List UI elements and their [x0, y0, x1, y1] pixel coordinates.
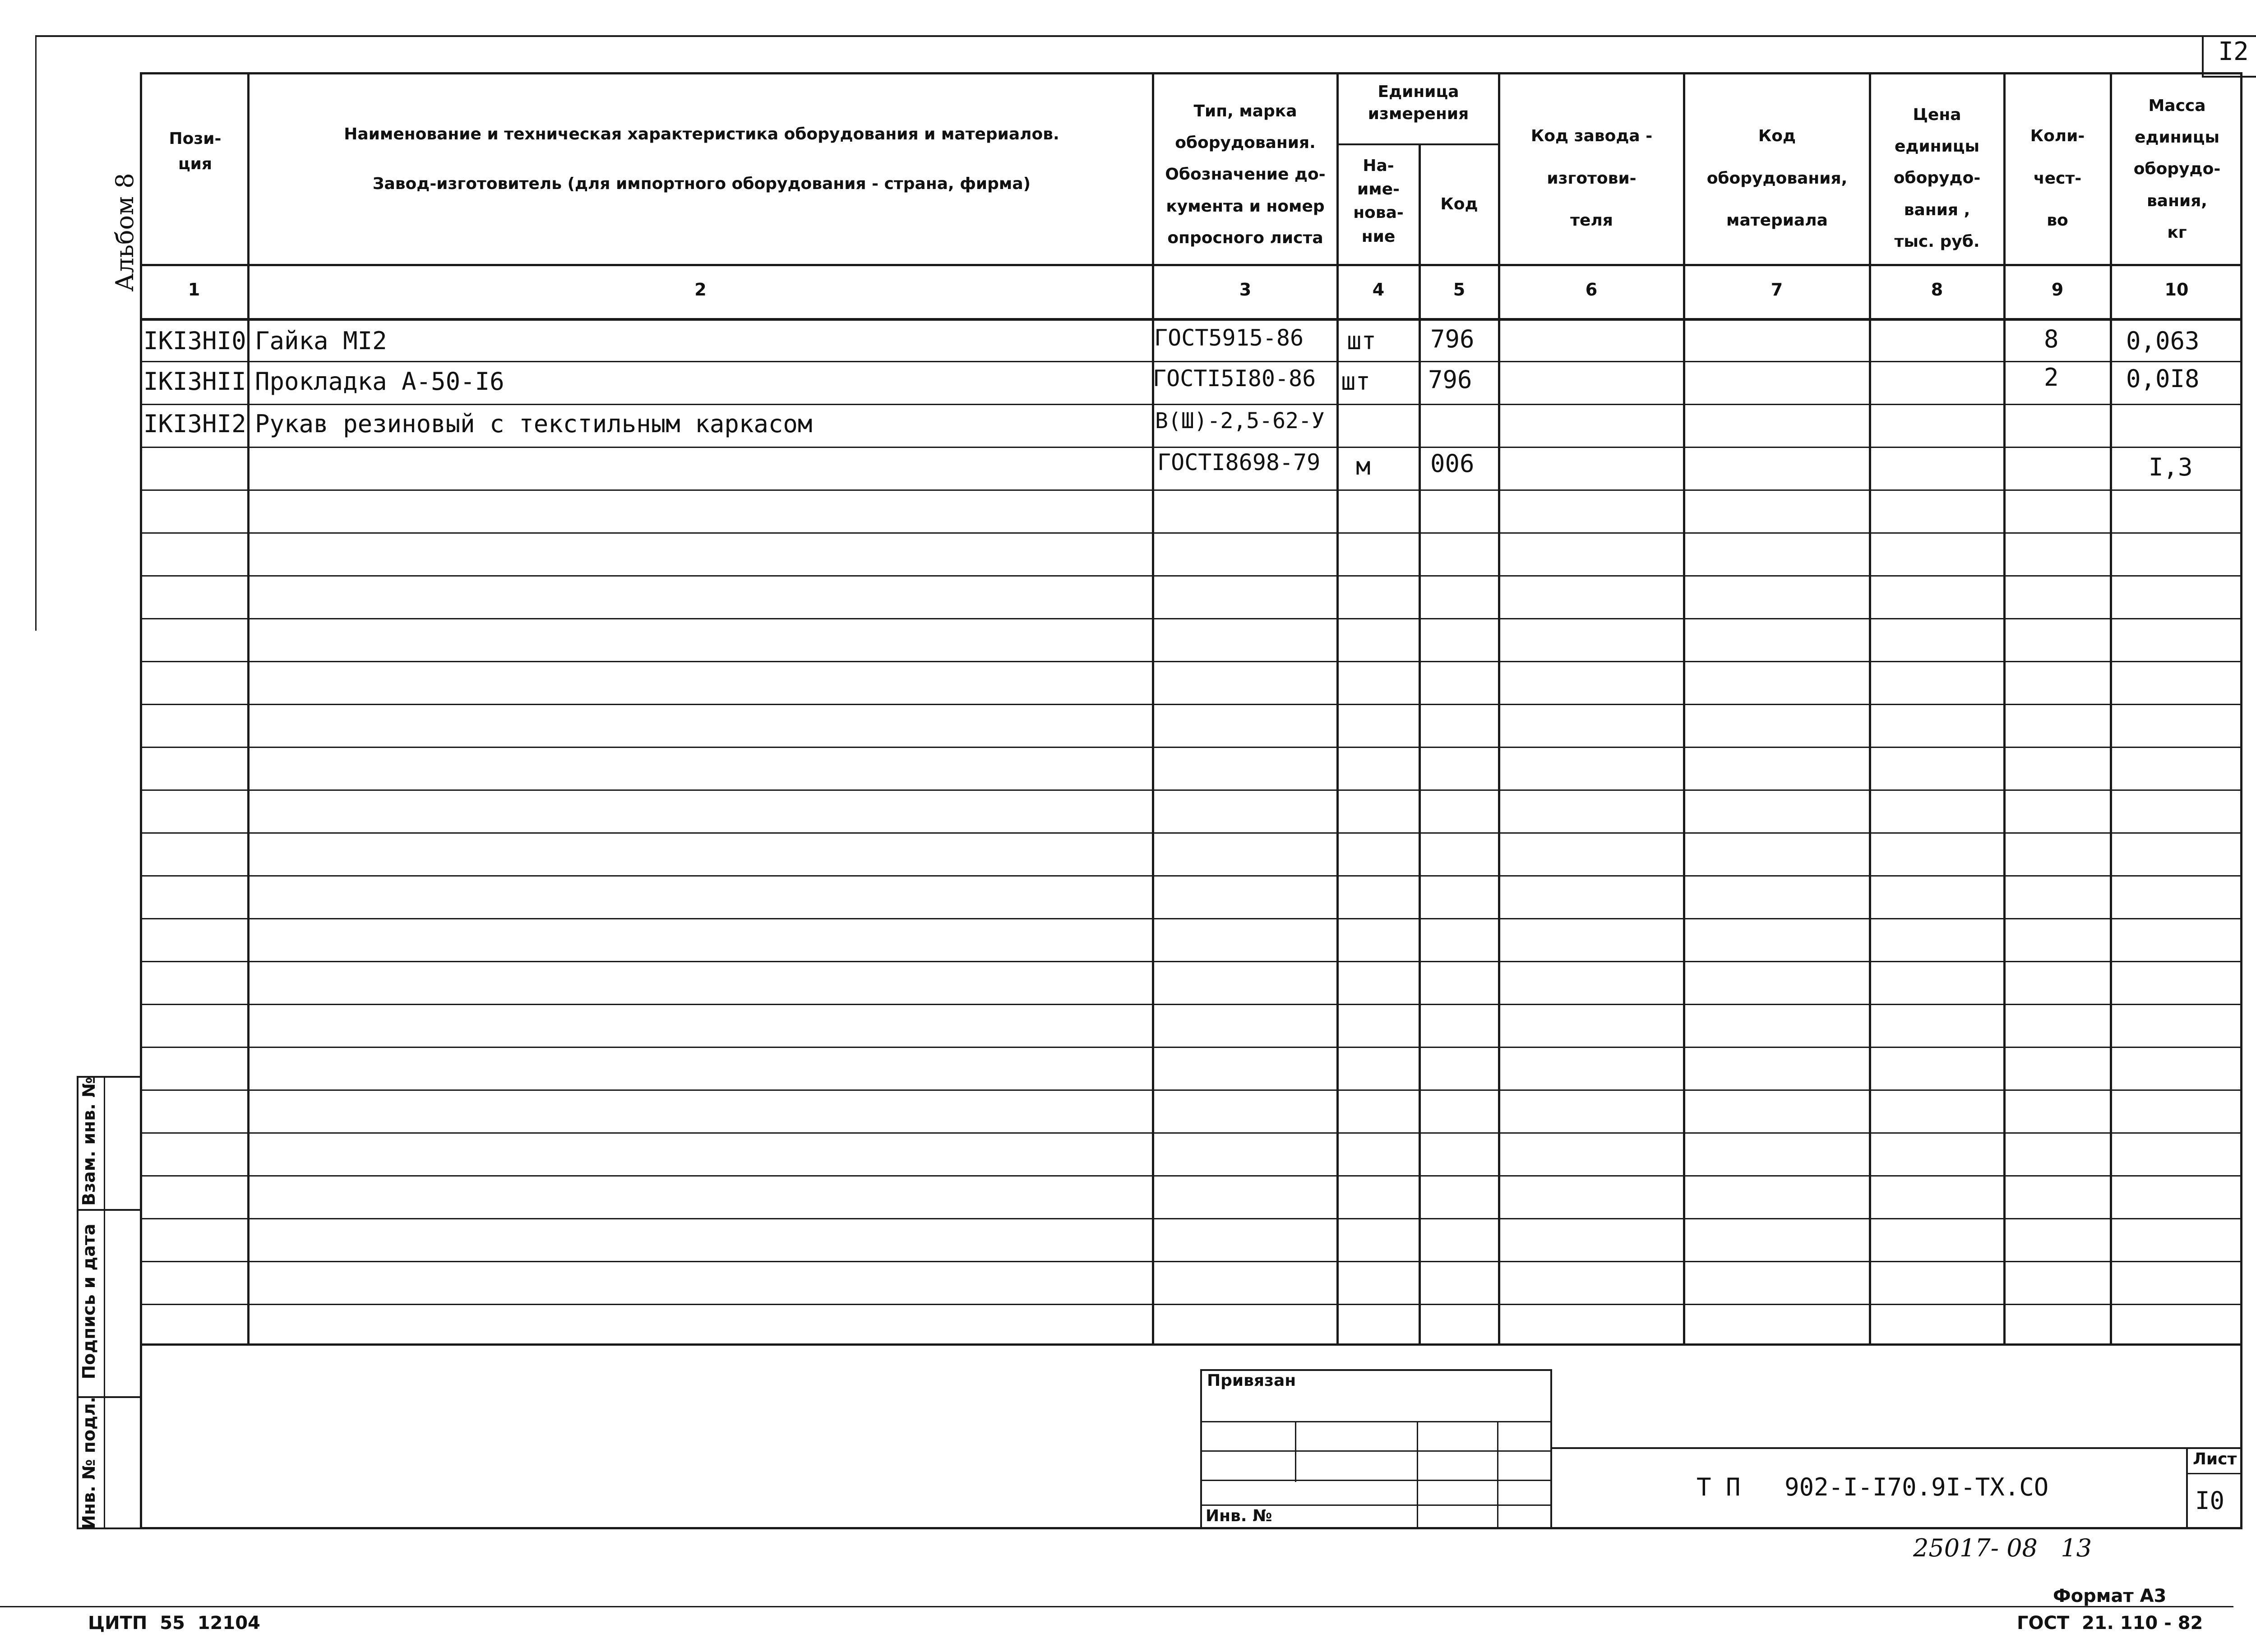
album-label: Альбом 8: [111, 173, 139, 292]
col-line-5: [1498, 72, 1500, 1344]
document-designation: Т П 902-I-I70.9I-ТХ.СО: [1697, 1473, 2049, 1501]
col-line-9: [2110, 72, 2112, 1344]
row-line: [140, 961, 2242, 962]
col-line-1: [247, 72, 250, 1344]
handwritten-number: 25017- 08 13: [1913, 1534, 2092, 1562]
row1-position: IKI3HI0: [143, 327, 246, 355]
row-line: [140, 404, 2242, 405]
header-type-doc: Тип, марка оборудования. Обозначение до- кумента и номер опросного листа: [1165, 102, 1326, 247]
format-label: Формат А3: [2053, 1586, 2167, 1606]
side-stamp-divider: [104, 1076, 105, 1529]
frame-top-line: [35, 35, 2256, 37]
privyazan-row: [1200, 1504, 1552, 1506]
row-line: [140, 1047, 2242, 1048]
row2-mass: 0,0I8: [2126, 365, 2200, 393]
sheet-box-divider: [2186, 1473, 2242, 1474]
row-line: [140, 1218, 2242, 1219]
row1-quantity: 8: [2044, 325, 2059, 353]
column-number: 4: [1372, 280, 1385, 300]
frame-bottom-margin-line: [0, 1606, 2233, 1607]
row-line: [140, 704, 2242, 705]
designation-top-line: [1552, 1447, 2242, 1449]
citp-label: ЦИТП 55 12104: [88, 1613, 260, 1634]
header-bottom-line: [140, 264, 2242, 266]
column-number: 10: [2164, 280, 2189, 300]
column-number: 3: [1239, 280, 1252, 300]
row1-document: ГОСТ5915-86: [1154, 325, 1304, 351]
privyazan-col: [1497, 1421, 1498, 1529]
row-line: [140, 789, 2242, 791]
gost-label: ГОСТ 21. 110 - 82: [2017, 1613, 2203, 1634]
row4-mass: I,3: [2149, 453, 2193, 481]
row2-unit-code: 796: [1428, 365, 1472, 394]
privyazan-col: [1417, 1421, 1418, 1529]
unit-group-line: [1336, 143, 1499, 145]
row-line: [140, 1132, 2242, 1134]
row-line: [140, 832, 2242, 834]
privyazan-label: Привязан: [1207, 1371, 1296, 1390]
side-stamp-podpis: Подпись и дата: [79, 1223, 99, 1380]
header-unit-group: Единица измерения: [1368, 83, 1469, 123]
column-number: 1: [188, 280, 200, 300]
row3-document: В(Ш)-2,5-62-У: [1155, 408, 1325, 434]
header-name-line2: Завод-изготовитель (для импортного оборудования - страна, фирма): [372, 175, 1031, 193]
row-line: [140, 575, 2242, 577]
sheet-number: I0: [2195, 1486, 2225, 1515]
row-line: [140, 1175, 2242, 1177]
row-line: [140, 1089, 2242, 1091]
column-number: 7: [1771, 280, 1783, 300]
row-line: [140, 1004, 2242, 1005]
row1-mass: 0,063: [2126, 327, 2200, 355]
privyazan-col: [1295, 1421, 1296, 1482]
row-line: [140, 875, 2242, 877]
corner-sheet-number: I2: [2218, 37, 2249, 66]
row1-unit: шт: [1347, 327, 1377, 355]
column-number: 5: [1453, 280, 1465, 300]
row-line: [140, 447, 2242, 448]
col-line-8: [2003, 72, 2006, 1344]
row-line: [140, 1304, 2242, 1305]
row-line: [140, 618, 2242, 619]
row4-unit: м: [1356, 452, 1371, 480]
row2-document: ГОСТI5I80-86: [1153, 365, 1316, 392]
column-number: 2: [694, 280, 707, 300]
row2-position: IKI3HII: [143, 367, 246, 396]
row4-document: ГОСТI8698-79: [1157, 449, 1321, 475]
side-stamp-vzam: Взам. инв. №: [79, 1077, 99, 1206]
row4-unit-code: 006: [1430, 449, 1475, 478]
row3-position: IKI3HI2: [143, 410, 246, 438]
row-line: [140, 918, 2242, 919]
column-number: 8: [1931, 280, 1943, 300]
col-line-4: [1419, 143, 1421, 1344]
header-price: Цена единицы оборудо- вания , тыс. руб.: [1893, 106, 1981, 251]
header-position: Пози- ция: [169, 129, 222, 173]
table-body-bottom-line: [140, 1343, 2242, 1346]
header-factory-code: Код завода - изготови- теля: [1530, 127, 1653, 230]
side-stamp-inv-podl: Инв. № подл.: [79, 1396, 99, 1530]
row-line: [140, 747, 2242, 748]
header-unit-name: На- име- нова- ние: [1353, 157, 1404, 246]
row2-unit: шт: [1341, 367, 1371, 396]
header-quantity: Коли- чест- во: [2030, 127, 2085, 230]
header-name-line1: Наименование и техническая характеристика оборудования и материалов.: [344, 125, 1059, 143]
row-line: [140, 532, 2242, 534]
header-unit-code: Код: [1440, 195, 1478, 213]
row-line: [140, 361, 2242, 362]
colnum-bottom-line: [140, 318, 2242, 321]
frame-left-margin-line: [35, 35, 37, 631]
col-line-6: [1683, 72, 1685, 1344]
sheet-label: Лист: [2193, 1450, 2237, 1468]
row1-name: Гайка МI2: [255, 327, 387, 355]
col-line-2: [1152, 72, 1154, 1344]
col-line-3: [1336, 72, 1339, 1344]
row-line: [140, 489, 2242, 491]
col-line-7: [1869, 72, 1871, 1344]
column-number: 6: [1585, 280, 1598, 300]
row1-unit-code: 796: [1430, 325, 1475, 353]
privyazan-row: [1200, 1421, 1552, 1422]
column-number: 9: [2051, 280, 2064, 300]
row3-name: Рукав резиновый с текстильным каркасом: [255, 410, 813, 438]
row2-quantity: 2: [2044, 363, 2059, 392]
privyazan-row: [1200, 1450, 1552, 1452]
header-equipment-code: Код оборудования, материала: [1706, 127, 1848, 230]
inv-number-label: Инв. №: [1206, 1507, 1272, 1525]
privyazan-row: [1200, 1480, 1552, 1481]
header-mass: Масса единицы оборудо- вания, кг: [2133, 97, 2221, 242]
row-line: [140, 661, 2242, 662]
row2-name: Прокладка А-50-I6: [255, 367, 504, 396]
row-line: [140, 1261, 2242, 1262]
